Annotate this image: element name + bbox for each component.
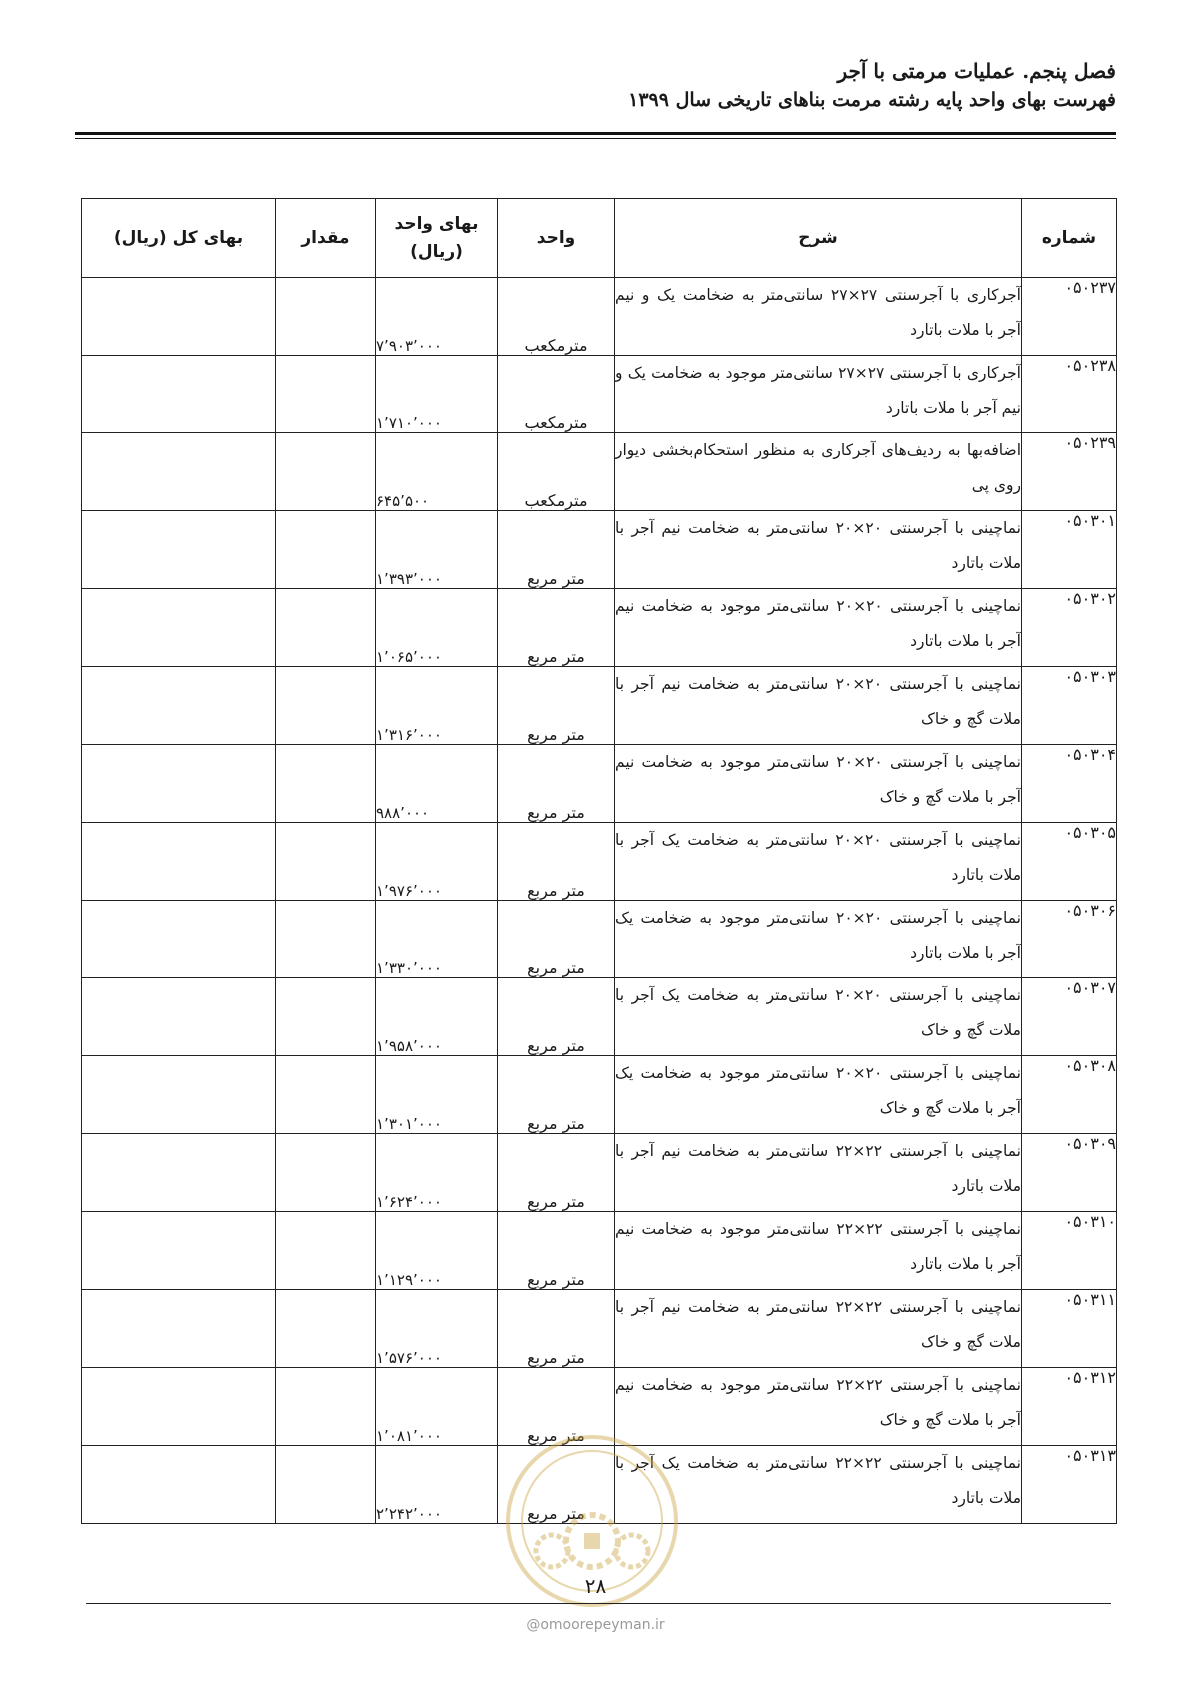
row-unit: متر مربع [498,1290,615,1368]
table-row [82,901,1117,978]
table-row [82,589,1117,667]
row-total-price [82,978,276,1056]
table-row [82,1446,1117,1524]
row-total-price [82,667,276,745]
row-quantity [276,1446,376,1524]
row-code: ۰۵۰۳۰۹ [1022,1134,1117,1212]
unit-price-header-line2: (ریال) [410,242,463,262]
row-unit: متر مربع [498,667,615,745]
row-unit: متر مربع [498,1056,615,1134]
table-row [82,1212,1117,1290]
row-description: نماچینی با آجرسنتی ۲۰×۲۰ سانتی‌متر به ضخامت یک آجر با ملات باتارد [615,823,1022,901]
row-description: نماچینی با آجرسنتی ۲۰×۲۰ سانتی‌متر به ضخامت یک آجر با ملات گچ و خاک [615,978,1022,1056]
unit-price-header-line1: بهای واحد [394,214,479,234]
row-quantity [276,1134,376,1212]
row-quantity [276,745,376,823]
row-code: ۰۵۰۲۳۹ [1022,433,1117,511]
row-code: ۰۵۰۳۰۵ [1022,823,1117,901]
row-description: نماچینی با آجرسنتی ۲۰×۲۰ سانتی‌متر موجود به ضخامت یک آجر با ملات گچ و خاک [615,1056,1022,1134]
column-header-unit: واحد [498,199,615,278]
row-total-price [82,823,276,901]
table-body [82,278,1117,1524]
row-unit-price: ۱٬۰۶۵٬۰۰۰ [376,589,498,667]
row-quantity [276,278,376,356]
column-header-quantity: مقدار [276,199,376,278]
column-header-total-price: بهای کل (ریال) [82,199,276,278]
row-code: ۰۵۰۳۰۱ [1022,511,1117,589]
row-unit: متر مربع [498,511,615,589]
row-description: آجرکاری با آجرسنتی ۲۷×۲۷ سانتی‌متر به ضخامت یک و نیم آجر با ملات باتارد [615,278,1022,356]
table-row [82,278,1117,356]
row-unit: مترمکعب [498,433,615,511]
row-total-price [82,589,276,667]
row-unit-price: ۶۴۵٬۵۰۰ [376,433,498,511]
table-row [82,511,1117,589]
row-code: ۰۵۰۳۰۷ [1022,978,1117,1056]
row-unit: متر مربع [498,978,615,1056]
row-code: ۰۵۰۳۰۶ [1022,901,1117,978]
row-description: نماچینی با آجرسنتی ۲۲×۲۲ سانتی‌متر موجود به ضخامت نیم آجر با ملات گچ و خاک [615,1368,1022,1446]
table-row [82,667,1117,745]
table-row [82,978,1117,1056]
row-quantity [276,978,376,1056]
row-code: ۰۵۰۳۱۳ [1022,1446,1117,1524]
row-total-price [82,1290,276,1368]
table-header-row [82,199,1117,278]
row-description: نماچینی با آجرسنتی ۲۰×۲۰ سانتی‌متر به ضخامت نیم آجر با ملات باتارد [615,511,1022,589]
column-header-description: شرح [615,199,1022,278]
row-quantity [276,667,376,745]
row-total-price [82,1056,276,1134]
row-total-price [82,433,276,511]
header-rule-thick [75,132,1116,135]
row-quantity [276,1368,376,1446]
website-watermark-text: @omoorepeyman.ir [526,1617,665,1633]
row-code: ۰۵۰۳۰۸ [1022,1056,1117,1134]
column-header-unit-price [376,199,498,278]
row-code: ۰۵۰۳۰۳ [1022,667,1117,745]
row-unit-price: ۱٬۱۲۹٬۰۰۰ [376,1212,498,1290]
row-unit-price: ۹۸۸٬۰۰۰ [376,745,498,823]
book-title: فهرست بهای واحد پایه رشته مرمت بناهای تاریخی سال ۱۳۹۹ [628,89,1116,111]
table-row [82,1134,1117,1212]
row-unit-price: ۱٬۹۵۸٬۰۰۰ [376,978,498,1056]
row-description: نماچینی با آجرسنتی ۲۲×۲۲ سانتی‌متر به ضخامت یک آجر با ملات باتارد [615,1446,1022,1524]
row-unit: متر مربع [498,589,615,667]
row-description: نماچینی با آجرسنتی ۲۰×۲۰ سانتی‌متر به ضخامت نیم آجر با ملات گچ و خاک [615,667,1022,745]
row-quantity [276,433,376,511]
table-row [82,356,1117,433]
row-quantity [276,901,376,978]
row-total-price [82,1134,276,1212]
price-list-table [81,198,1117,1524]
row-unit: متر مربع [498,1368,615,1446]
row-unit-price: ۷٬۹۰۳٬۰۰۰ [376,278,498,356]
row-code: ۰۵۰۳۱۲ [1022,1368,1117,1446]
row-quantity [276,511,376,589]
row-unit-price: ۱٬۳۰۱٬۰۰۰ [376,1056,498,1134]
row-unit-price: ۱٬۹۷۶٬۰۰۰ [376,823,498,901]
row-description: نماچینی با آجرسنتی ۲۰×۲۰ سانتی‌متر موجود به ضخامت یک آجر با ملات باتارد [615,901,1022,978]
header-rule-thin [75,138,1116,139]
table-row [82,1290,1117,1368]
row-code: ۰۵۰۳۰۴ [1022,745,1117,823]
row-total-price [82,278,276,356]
row-code: ۰۵۰۳۰۲ [1022,589,1117,667]
row-unit-price: ۱٬۵۷۶٬۰۰۰ [376,1290,498,1368]
row-unit: متر مربع [498,1212,615,1290]
row-total-price [82,745,276,823]
row-description: نماچینی با آجرسنتی ۲۰×۲۰ سانتی‌متر موجود به ضخامت نیم آجر با ملات باتارد [615,589,1022,667]
row-total-price [82,1446,276,1524]
row-description: نماچینی با آجرسنتی ۲۲×۲۲ سانتی‌متر موجود به ضخامت نیم آجر با ملات باتارد [615,1212,1022,1290]
row-unit-price: ۱٬۰۸۱٬۰۰۰ [376,1368,498,1446]
row-total-price [82,511,276,589]
row-description: نماچینی با آجرسنتی ۲۲×۲۲ سانتی‌متر به ضخامت نیم آجر با ملات باتارد [615,1134,1022,1212]
row-unit-price: ۱٬۷۱۰٬۰۰۰ [376,356,498,433]
row-quantity [276,823,376,901]
row-unit: متر مربع [498,823,615,901]
row-description: نماچینی با آجرسنتی ۲۰×۲۰ سانتی‌متر موجود به ضخامت نیم آجر با ملات گچ و خاک [615,745,1022,823]
row-unit: متر مربع [498,901,615,978]
row-description: اضافه‌بها به ردیف‌های آجرکاری به منظور استحکام‌بخشی دیوار روی پی [615,433,1022,511]
row-total-price [82,1368,276,1446]
row-unit: متر مربع [498,1446,615,1524]
table-row [82,1056,1117,1134]
table-row [82,823,1117,901]
row-total-price [82,356,276,433]
row-description: آجرکاری با آجرسنتی ۲۷×۲۷ سانتی‌متر موجود به ضخامت یک و نیم آجر با ملات باتارد [615,356,1022,433]
row-quantity [276,356,376,433]
row-unit: مترمکعب [498,278,615,356]
footer-rule [86,1603,1111,1604]
column-header-number: شماره [1022,199,1117,278]
row-description: نماچینی با آجرسنتی ۲۲×۲۲ سانتی‌متر به ضخامت نیم آجر با ملات گچ و خاک [615,1290,1022,1368]
page-number: ۲۸ [584,1574,607,1598]
row-quantity [276,1290,376,1368]
row-quantity [276,1056,376,1134]
row-quantity [276,1212,376,1290]
table-row [82,433,1117,511]
row-code: ۰۵۰۳۱۰ [1022,1212,1117,1290]
table-row [82,1368,1117,1446]
page-header [76,56,1116,114]
row-unit: متر مربع [498,745,615,823]
table-row [82,745,1117,823]
row-unit-price: ۱٬۳۹۳٬۰۰۰ [376,511,498,589]
row-code: ۰۵۰۲۳۷ [1022,278,1117,356]
row-quantity [276,589,376,667]
row-unit-price: ۱٬۳۱۶٬۰۰۰ [376,667,498,745]
chapter-title: فصل پنجم. عملیات مرمتی با آجر [837,59,1116,83]
row-code: ۰۵۰۲۳۸ [1022,356,1117,433]
row-total-price [82,901,276,978]
row-unit: مترمکعب [498,356,615,433]
row-unit-price: ۱٬۶۲۴٬۰۰۰ [376,1134,498,1212]
row-unit-price: ۲٬۲۴۲٬۰۰۰ [376,1446,498,1524]
row-unit: متر مربع [498,1134,615,1212]
row-code: ۰۵۰۳۱۱ [1022,1290,1117,1368]
row-total-price [82,1212,276,1290]
row-unit-price: ۱٬۳۳۰٬۰۰۰ [376,901,498,978]
